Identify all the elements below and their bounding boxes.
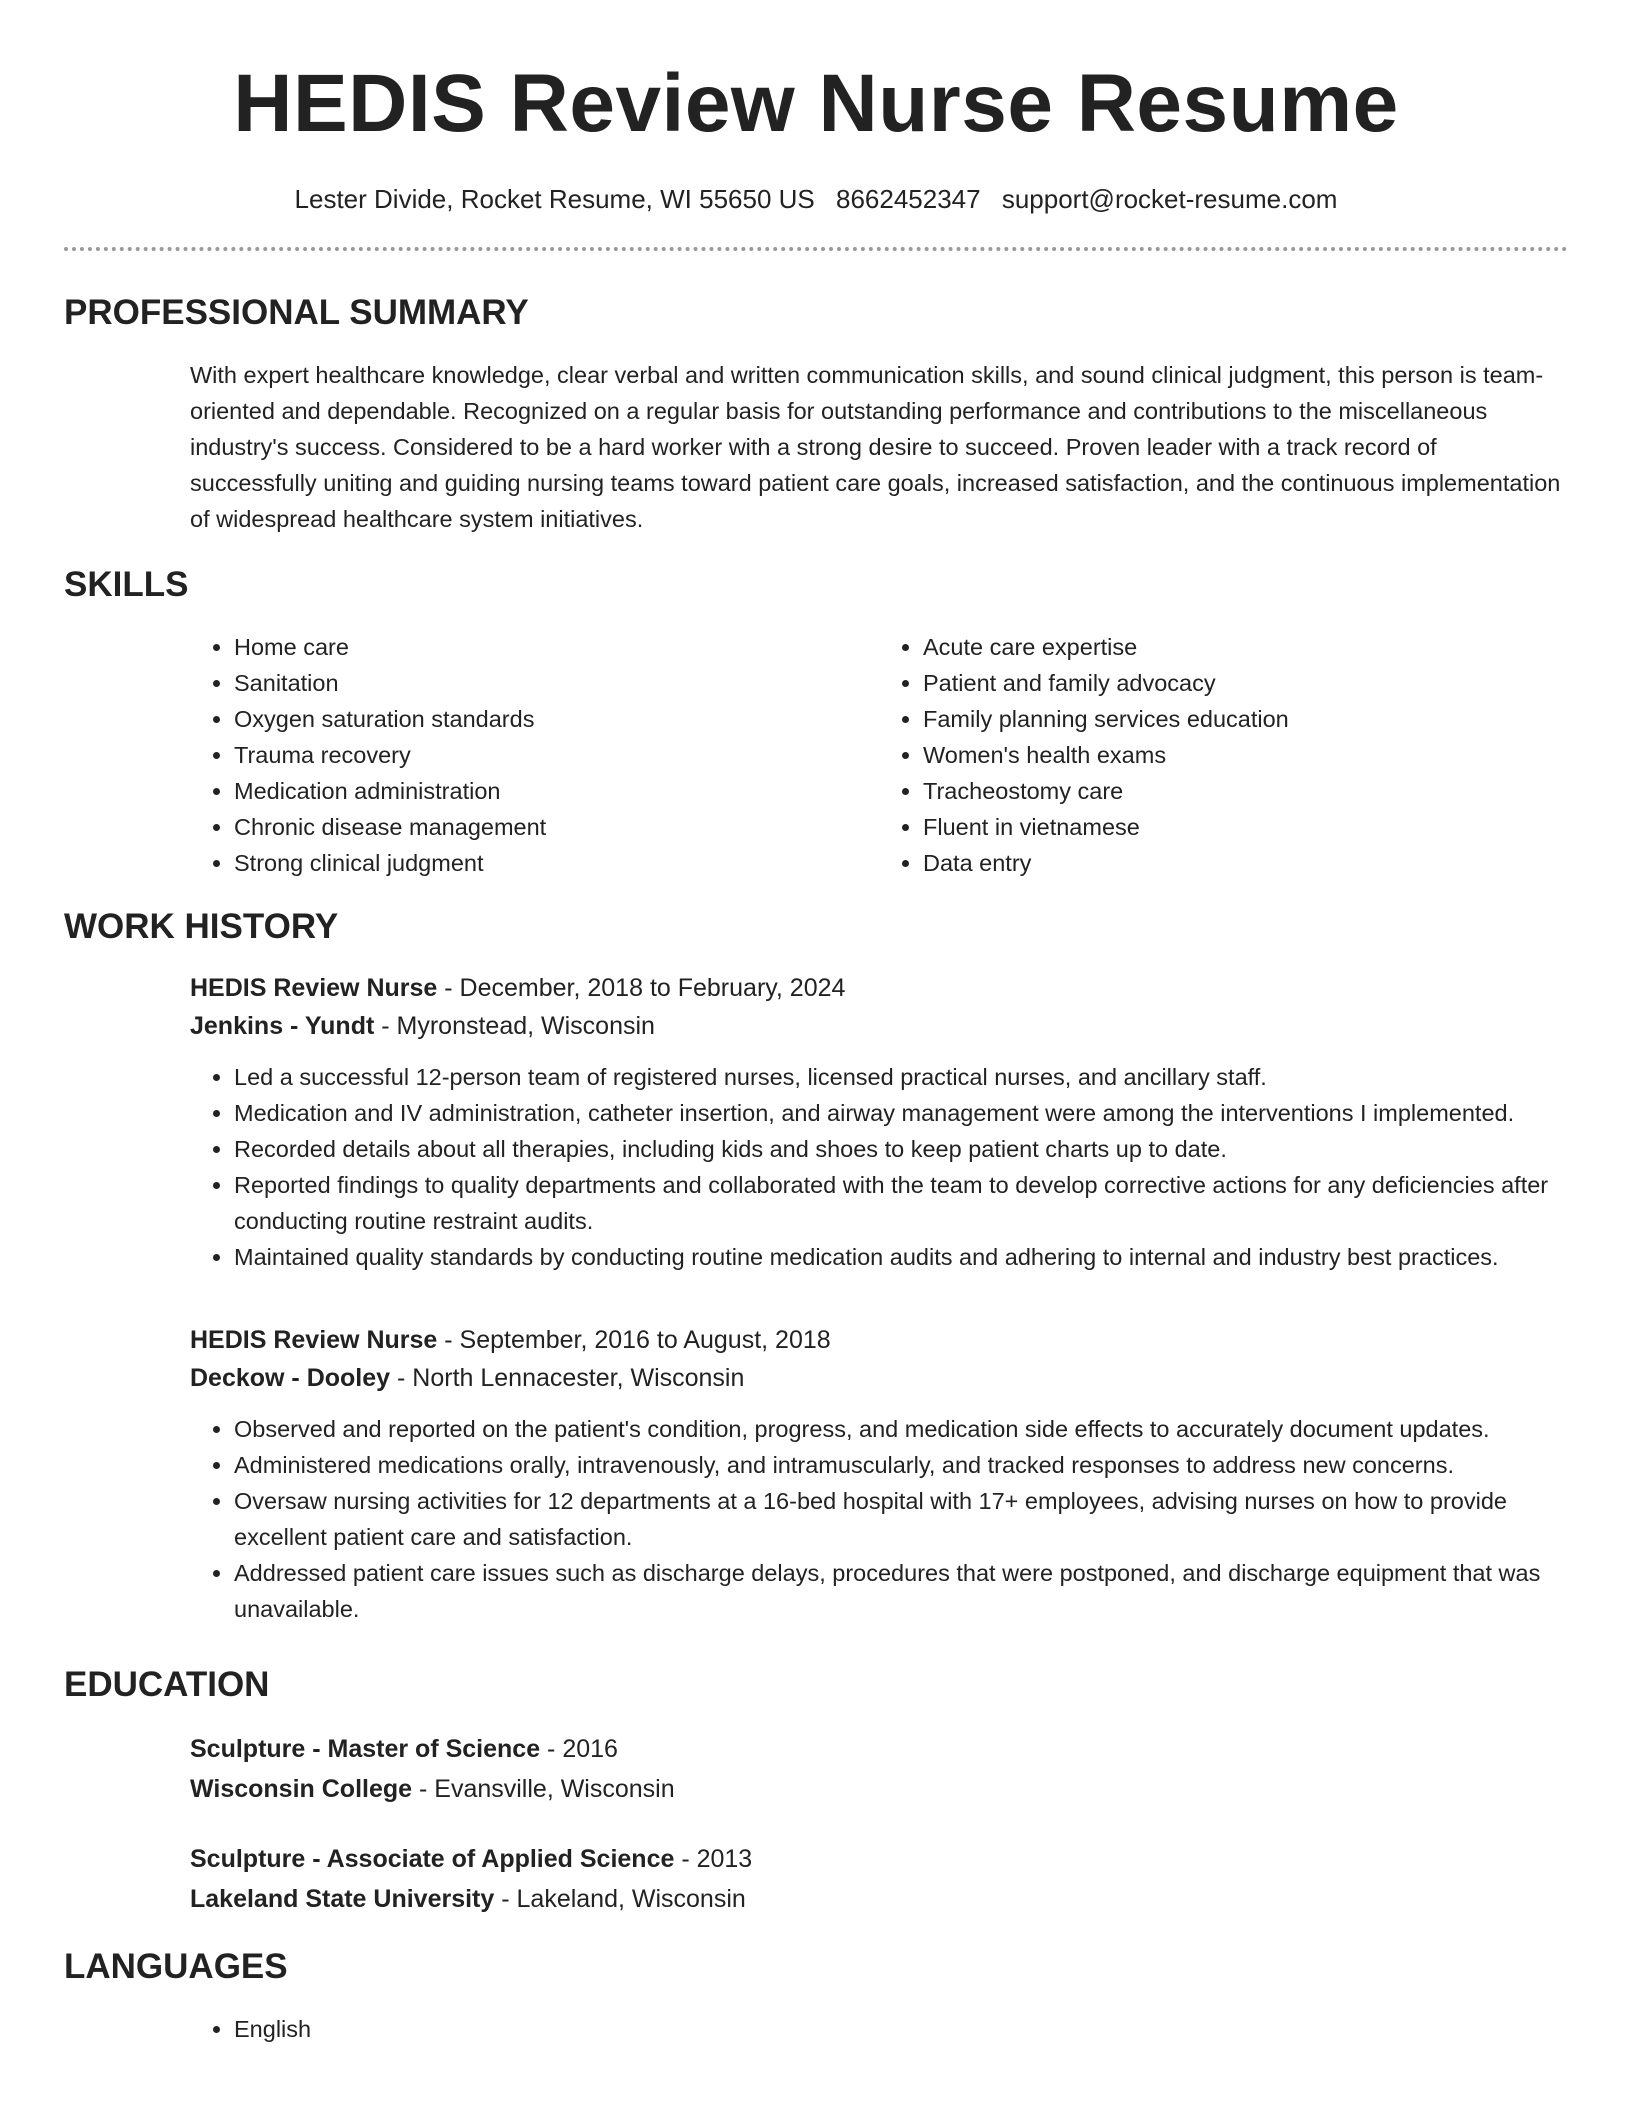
job-title-line — [190, 1321, 1568, 1359]
job-bullet: • Maintained quality standards by conducting routine medication audits and adhering to internal and industry best practices. — [234, 1239, 1568, 1275]
job-bullet: • Recorded details about all therapies, including kids and shoes to keep patient charts up to date. — [234, 1131, 1568, 1167]
language-item: • English — [234, 2011, 1568, 2047]
job-company: Deckow - Dooley — [190, 1364, 391, 1392]
job-title: HEDIS Review Nurse — [190, 974, 438, 1002]
education-year: - 2016 — [540, 1735, 618, 1763]
job-dates: - September, 2016 to August, 2018 — [437, 1326, 831, 1354]
job-company-line — [190, 1359, 1568, 1397]
education-school-line — [190, 1769, 1568, 1809]
education-degree-line — [190, 1729, 1568, 1769]
skill-item: • Tracheostomy care — [923, 773, 1568, 809]
skill-item: • Women's health exams — [923, 737, 1568, 773]
skills-right-list — [879, 629, 1568, 881]
job-entry — [190, 969, 1568, 1275]
skills-heading: SKILLS — [64, 565, 189, 604]
skill-item: • Data entry — [923, 845, 1568, 881]
education-location: - Evansville, Wisconsin — [412, 1775, 675, 1803]
header-divider — [64, 247, 1568, 251]
work-heading: WORK HISTORY — [64, 907, 339, 946]
contact-email: support@rocket-resume.com — [1001, 184, 1338, 214]
skill-item: • Family planning services education — [923, 701, 1568, 737]
skill-item: • Trauma recovery — [234, 737, 879, 773]
education-school-line — [190, 1879, 1568, 1919]
job-bullet: • Led a successful 12-person team of registered nurses, licensed practical nurses, and ancillary staff. — [234, 1059, 1568, 1095]
languages-list — [190, 2011, 1568, 2047]
education-heading: EDUCATION — [64, 1665, 270, 1704]
skills-grid — [190, 629, 1568, 881]
job-bullets — [190, 1059, 1568, 1275]
summary-text: With expert healthcare knowledge, clear verbal and written communication skills, and sound clinical judgment, this person is team-oriented and dependable. Recognized on a regular basis for outstanding performance and contributions to the miscellaneous industry's success. Considered to be a hard worker with a strong desire to succeed. Proven leader with a track record of successfully uniting and guiding nursing teams toward patient care goals, increased satisfaction, and the continuous implementation of widespread healthcare system initiatives. — [190, 362, 1561, 532]
job-dates: - December, 2018 to February, 2024 — [437, 974, 846, 1002]
skill-item: • Strong clinical judgment — [234, 845, 879, 881]
job-entry — [190, 1321, 1568, 1627]
skill-item: • Medication administration — [234, 773, 879, 809]
skill-item: • Fluent in vietnamese — [923, 809, 1568, 845]
job-bullet: • Oversaw nursing activities for 12 departments at a 16-bed hospital with 17+ employees, advising nurses on how to provide excellent patient care and satisfaction. — [234, 1483, 1568, 1555]
education-location: - Lakeland, Wisconsin — [494, 1885, 746, 1913]
job-bullet: • Reported findings to quality departments and collaborated with the team to develop corrective actions for any deficiencies after conducting routine restraint audits. — [234, 1167, 1568, 1239]
job-title-line — [190, 969, 1568, 1007]
skill-item: • Patient and family advocacy — [923, 665, 1568, 701]
education-school: Lakeland State University — [190, 1885, 495, 1913]
languages-heading: LANGUAGES — [64, 1947, 288, 1986]
job-company: Jenkins - Yundt — [190, 1012, 375, 1040]
contact-address: Lester Divide, Rocket Resume, WI 55650 US — [294, 184, 815, 214]
job-bullet: • Medication and IV administration, catheter insertion, and airway management were among the interventions I implemented. — [234, 1095, 1568, 1131]
resume-page — [64, 0, 1568, 2047]
job-bullet: • Administered medications orally, intravenously, and intramuscularly, and tracked responses to address new concerns. — [234, 1447, 1568, 1483]
job-bullets — [190, 1411, 1568, 1627]
job-location: - Myronstead, Wisconsin — [374, 1012, 655, 1040]
skill-item: • Chronic disease management — [234, 809, 879, 845]
job-location: - North Lennacester, Wisconsin — [390, 1364, 745, 1392]
education-entry — [190, 1839, 1568, 1919]
education-year: - 2013 — [674, 1845, 753, 1873]
education-school: Wisconsin College — [190, 1775, 413, 1803]
languages-bullets — [190, 2011, 1568, 2047]
skill-item: • Home care — [234, 629, 879, 665]
skill-item: • Oxygen saturation standards — [234, 701, 879, 737]
skills-left-list — [190, 629, 879, 881]
education-degree: Sculpture - Associate of Applied Science — [190, 1845, 675, 1873]
contact-phone: 8662452347 — [835, 184, 981, 214]
job-company-line — [190, 1007, 1568, 1045]
education-degree-line — [190, 1839, 1568, 1879]
job-bullet: • Addressed patient care issues such as discharge delays, procedures that were postponed, and discharge equipment that was unavailable. — [234, 1555, 1568, 1627]
job-bullet: • Observed and reported on the patient's condition, progress, and medication side effects to accurately document updates. — [234, 1411, 1568, 1447]
skill-item: • Acute care expertise — [923, 629, 1568, 665]
resume-title: HEDIS Review Nurse Resume — [233, 58, 1399, 149]
education-degree: Sculpture - Master of Science — [190, 1735, 541, 1763]
summary-heading: PROFESSIONAL SUMMARY — [64, 293, 529, 332]
job-title: HEDIS Review Nurse — [190, 1326, 438, 1354]
contact-line — [64, 182, 1568, 216]
education-entry — [190, 1729, 1568, 1809]
skill-item: • Sanitation — [234, 665, 879, 701]
